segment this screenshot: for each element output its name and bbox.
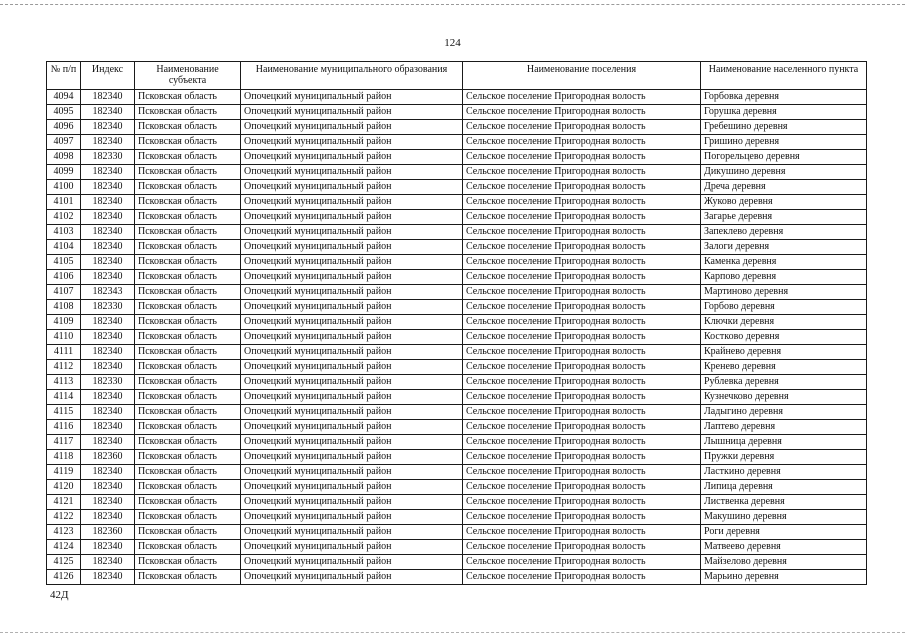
cell-municipality: Опочецкий муниципальный район <box>241 105 463 120</box>
table-row <box>47 90 867 105</box>
cell-number: 4124 <box>47 540 81 555</box>
cell-settlement: Сельское поселение Пригородная волость <box>463 345 701 360</box>
cell-subject: Псковская область <box>135 390 241 405</box>
cell-locality: Лышница деревня <box>701 435 867 450</box>
cell-municipality: Опочецкий муниципальный район <box>241 270 463 285</box>
cell-settlement: Сельское поселение Пригородная волость <box>463 270 701 285</box>
cell-locality: Карпово деревня <box>701 270 867 285</box>
cell-number: 4122 <box>47 510 81 525</box>
cell-index: 182340 <box>81 390 135 405</box>
table-row <box>47 150 867 165</box>
cell-locality: Запеклево деревня <box>701 225 867 240</box>
table-row <box>47 120 867 135</box>
cell-subject: Псковская область <box>135 330 241 345</box>
cell-locality: Гришино деревня <box>701 135 867 150</box>
column-header-locality: Наименование населенного пункта <box>701 62 867 90</box>
cell-settlement: Сельское поселение Пригородная волость <box>463 135 701 150</box>
cell-locality: Залоги деревня <box>701 240 867 255</box>
cell-settlement: Сельское поселение Пригородная волость <box>463 240 701 255</box>
table-row <box>47 360 867 375</box>
table-row <box>47 495 867 510</box>
cell-index: 182340 <box>81 255 135 270</box>
cell-subject: Псковская область <box>135 405 241 420</box>
cell-locality: Загарье деревня <box>701 210 867 225</box>
scan-edge-bottom <box>0 632 905 633</box>
cell-locality: Ключки деревня <box>701 315 867 330</box>
cell-locality: Майзелово деревня <box>701 555 867 570</box>
cell-settlement: Сельское поселение Пригородная волость <box>463 570 701 585</box>
cell-index: 182340 <box>81 405 135 420</box>
cell-locality: Каменка деревня <box>701 255 867 270</box>
table-row <box>47 255 867 270</box>
cell-number: 4104 <box>47 240 81 255</box>
cell-index: 182340 <box>81 510 135 525</box>
cell-municipality: Опочецкий муниципальный район <box>241 120 463 135</box>
table-row <box>47 450 867 465</box>
cell-municipality: Опочецкий муниципальный район <box>241 510 463 525</box>
cell-index: 182340 <box>81 330 135 345</box>
cell-number: 4103 <box>47 225 81 240</box>
table-row <box>47 510 867 525</box>
cell-locality: Ладыгино деревня <box>701 405 867 420</box>
cell-subject: Псковская область <box>135 255 241 270</box>
table-row <box>47 270 867 285</box>
cell-locality: Марьино деревня <box>701 570 867 585</box>
cell-locality: Горбово деревня <box>701 300 867 315</box>
scan-edge-top <box>0 4 905 5</box>
cell-settlement: Сельское поселение Пригородная волость <box>463 225 701 240</box>
cell-municipality: Опочецкий муниципальный район <box>241 345 463 360</box>
cell-index: 182340 <box>81 360 135 375</box>
cell-number: 4123 <box>47 525 81 540</box>
cell-subject: Псковская область <box>135 90 241 105</box>
cell-number: 4107 <box>47 285 81 300</box>
cell-settlement: Сельское поселение Пригородная волость <box>463 525 701 540</box>
cell-settlement: Сельское поселение Пригородная волость <box>463 315 701 330</box>
cell-index: 182340 <box>81 270 135 285</box>
cell-municipality: Опочецкий муниципальный район <box>241 285 463 300</box>
cell-number: 4126 <box>47 570 81 585</box>
cell-index: 182340 <box>81 165 135 180</box>
cell-municipality: Опочецкий муниципальный район <box>241 405 463 420</box>
cell-locality: Лиственка деревня <box>701 495 867 510</box>
cell-subject: Псковская область <box>135 375 241 390</box>
cell-number: 4105 <box>47 255 81 270</box>
cell-subject: Псковская область <box>135 555 241 570</box>
cell-index: 182340 <box>81 315 135 330</box>
cell-index: 182340 <box>81 90 135 105</box>
cell-number: 4096 <box>47 120 81 135</box>
cell-settlement: Сельское поселение Пригородная волость <box>463 120 701 135</box>
cell-number: 4117 <box>47 435 81 450</box>
table-row <box>47 420 867 435</box>
table-row <box>47 390 867 405</box>
cell-subject: Псковская область <box>135 195 241 210</box>
cell-subject: Псковская область <box>135 420 241 435</box>
cell-index: 182340 <box>81 480 135 495</box>
cell-municipality: Опочецкий муниципальный район <box>241 540 463 555</box>
cell-municipality: Опочецкий муниципальный район <box>241 135 463 150</box>
table-row <box>47 555 867 570</box>
table-row <box>47 315 867 330</box>
cell-settlement: Сельское поселение Пригородная волость <box>463 300 701 315</box>
table-row <box>47 225 867 240</box>
cell-settlement: Сельское поселение Пригородная волость <box>463 195 701 210</box>
column-header-subject: Наименование субъекта <box>135 62 241 90</box>
cell-locality: Жуково деревня <box>701 195 867 210</box>
cell-index: 182340 <box>81 225 135 240</box>
cell-subject: Псковская область <box>135 150 241 165</box>
cell-subject: Псковская область <box>135 510 241 525</box>
cell-locality: Мартиново деревня <box>701 285 867 300</box>
table-row <box>47 135 867 150</box>
cell-subject: Псковская область <box>135 435 241 450</box>
cell-subject: Псковская область <box>135 450 241 465</box>
cell-number: 4102 <box>47 210 81 225</box>
cell-subject: Псковская область <box>135 240 241 255</box>
cell-subject: Псковская область <box>135 300 241 315</box>
cell-municipality: Опочецкий муниципальный район <box>241 360 463 375</box>
cell-index: 182330 <box>81 375 135 390</box>
cell-locality: Дикушино деревня <box>701 165 867 180</box>
cell-municipality: Опочецкий муниципальный район <box>241 570 463 585</box>
cell-index: 182340 <box>81 420 135 435</box>
cell-locality: Роги деревня <box>701 525 867 540</box>
cell-locality: Горбовка деревня <box>701 90 867 105</box>
table-row <box>47 435 867 450</box>
cell-subject: Псковская область <box>135 225 241 240</box>
cell-locality: Погорельцево деревня <box>701 150 867 165</box>
cell-index: 182340 <box>81 495 135 510</box>
cell-locality: Крайнево деревня <box>701 345 867 360</box>
cell-municipality: Опочецкий муниципальный район <box>241 465 463 480</box>
cell-number: 4112 <box>47 360 81 375</box>
cell-index: 182360 <box>81 450 135 465</box>
cell-subject: Псковская область <box>135 495 241 510</box>
column-header-municipality: Наименование муниципального образования <box>241 62 463 90</box>
table-row <box>47 540 867 555</box>
cell-number: 4100 <box>47 180 81 195</box>
cell-municipality: Опочецкий муниципальный район <box>241 150 463 165</box>
cell-municipality: Опочецкий муниципальный район <box>241 195 463 210</box>
cell-locality: Макушино деревня <box>701 510 867 525</box>
cell-settlement: Сельское поселение Пригородная волость <box>463 465 701 480</box>
cell-municipality: Опочецкий муниципальный район <box>241 555 463 570</box>
cell-subject: Псковская область <box>135 315 241 330</box>
cell-subject: Псковская область <box>135 345 241 360</box>
cell-number: 4106 <box>47 270 81 285</box>
column-header-settlement: Наименование поселения <box>463 62 701 90</box>
cell-municipality: Опочецкий муниципальный район <box>241 525 463 540</box>
cell-number: 4095 <box>47 105 81 120</box>
table-row <box>47 165 867 180</box>
table-row <box>47 285 867 300</box>
table-row <box>47 345 867 360</box>
cell-municipality: Опочецкий муниципальный район <box>241 435 463 450</box>
cell-locality: Пружки деревня <box>701 450 867 465</box>
table-row <box>47 240 867 255</box>
cell-number: 4094 <box>47 90 81 105</box>
cell-subject: Псковская область <box>135 270 241 285</box>
table-row <box>47 330 867 345</box>
cell-subject: Псковская область <box>135 210 241 225</box>
cell-subject: Псковская область <box>135 570 241 585</box>
cell-index: 182360 <box>81 525 135 540</box>
cell-settlement: Сельское поселение Пригородная волость <box>463 180 701 195</box>
cell-number: 4097 <box>47 135 81 150</box>
cell-index: 182340 <box>81 210 135 225</box>
cell-settlement: Сельское поселение Пригородная волость <box>463 450 701 465</box>
cell-locality: Горушка деревня <box>701 105 867 120</box>
cell-index: 182340 <box>81 135 135 150</box>
cell-number: 4098 <box>47 150 81 165</box>
cell-number: 4110 <box>47 330 81 345</box>
cell-index: 182340 <box>81 570 135 585</box>
table-body <box>47 90 867 585</box>
cell-subject: Псковская область <box>135 285 241 300</box>
cell-municipality: Опочецкий муниципальный район <box>241 450 463 465</box>
cell-settlement: Сельское поселение Пригородная волость <box>463 480 701 495</box>
cell-municipality: Опочецкий муниципальный район <box>241 420 463 435</box>
cell-number: 4125 <box>47 555 81 570</box>
table-row <box>47 300 867 315</box>
cell-municipality: Опочецкий муниципальный район <box>241 240 463 255</box>
table-row <box>47 525 867 540</box>
cell-settlement: Сельское поселение Пригородная волость <box>463 330 701 345</box>
cell-index: 182340 <box>81 105 135 120</box>
cell-number: 4120 <box>47 480 81 495</box>
table-row <box>47 195 867 210</box>
cell-municipality: Опочецкий муниципальный район <box>241 480 463 495</box>
cell-settlement: Сельское поселение Пригородная волость <box>463 405 701 420</box>
cell-settlement: Сельское поселение Пригородная волость <box>463 495 701 510</box>
cell-municipality: Опочецкий муниципальный район <box>241 330 463 345</box>
cell-number: 4113 <box>47 375 81 390</box>
footer-code: 42Д <box>50 589 69 601</box>
cell-number: 4108 <box>47 300 81 315</box>
cell-settlement: Сельское поселение Пригородная волость <box>463 210 701 225</box>
cell-index: 182330 <box>81 300 135 315</box>
table-row <box>47 570 867 585</box>
cell-locality: Дреча деревня <box>701 180 867 195</box>
cell-index: 182340 <box>81 540 135 555</box>
cell-index: 182340 <box>81 240 135 255</box>
cell-settlement: Сельское поселение Пригородная волость <box>463 105 701 120</box>
cell-number: 4115 <box>47 405 81 420</box>
cell-municipality: Опочецкий муниципальный район <box>241 315 463 330</box>
cell-municipality: Опочецкий муниципальный район <box>241 90 463 105</box>
cell-settlement: Сельское поселение Пригородная волость <box>463 360 701 375</box>
cell-municipality: Опочецкий муниципальный район <box>241 375 463 390</box>
cell-settlement: Сельское поселение Пригородная волость <box>463 255 701 270</box>
cell-settlement: Сельское поселение Пригородная волость <box>463 555 701 570</box>
cell-index: 182340 <box>81 195 135 210</box>
cell-subject: Псковская область <box>135 180 241 195</box>
cell-municipality: Опочецкий муниципальный район <box>241 210 463 225</box>
page-number: 124 <box>444 37 461 49</box>
table-row <box>47 465 867 480</box>
cell-index: 182340 <box>81 465 135 480</box>
cell-locality: Матвеево деревня <box>701 540 867 555</box>
cell-number: 4121 <box>47 495 81 510</box>
cell-index: 182340 <box>81 345 135 360</box>
cell-municipality: Опочецкий муниципальный район <box>241 495 463 510</box>
cell-number: 4119 <box>47 465 81 480</box>
cell-subject: Псковская область <box>135 480 241 495</box>
cell-locality: Ласткино деревня <box>701 465 867 480</box>
cell-subject: Псковская область <box>135 465 241 480</box>
cell-subject: Псковская область <box>135 540 241 555</box>
cell-number: 4116 <box>47 420 81 435</box>
cell-municipality: Опочецкий муниципальный район <box>241 225 463 240</box>
table-header <box>47 62 867 90</box>
cell-index: 182340 <box>81 180 135 195</box>
cell-index: 182340 <box>81 120 135 135</box>
cell-municipality: Опочецкий муниципальный район <box>241 180 463 195</box>
cell-index: 182340 <box>81 555 135 570</box>
cell-settlement: Сельское поселение Пригородная волость <box>463 420 701 435</box>
cell-municipality: Опочецкий муниципальный район <box>241 165 463 180</box>
cell-settlement: Сельское поселение Пригородная волость <box>463 390 701 405</box>
cell-settlement: Сельское поселение Пригородная волость <box>463 540 701 555</box>
cell-number: 4099 <box>47 165 81 180</box>
cell-locality: Липица деревня <box>701 480 867 495</box>
table-row <box>47 480 867 495</box>
column-header-index: Индекс <box>81 62 135 90</box>
cell-settlement: Сельское поселение Пригородная волость <box>463 435 701 450</box>
cell-subject: Псковская область <box>135 120 241 135</box>
cell-subject: Псковская область <box>135 165 241 180</box>
cell-settlement: Сельское поселение Пригородная волость <box>463 150 701 165</box>
cell-index: 182343 <box>81 285 135 300</box>
cell-number: 4118 <box>47 450 81 465</box>
cell-locality: Костково деревня <box>701 330 867 345</box>
cell-settlement: Сельское поселение Пригородная волость <box>463 165 701 180</box>
cell-settlement: Сельское поселение Пригородная волость <box>463 285 701 300</box>
cell-municipality: Опочецкий муниципальный район <box>241 255 463 270</box>
settlements-table <box>46 61 867 585</box>
cell-locality: Гребешино деревня <box>701 120 867 135</box>
cell-subject: Псковская область <box>135 525 241 540</box>
cell-locality: Кренево деревня <box>701 360 867 375</box>
header-row <box>47 62 867 90</box>
cell-index: 182330 <box>81 150 135 165</box>
cell-index: 182340 <box>81 435 135 450</box>
cell-locality: Кузнечково деревня <box>701 390 867 405</box>
cell-number: 4114 <box>47 390 81 405</box>
cell-subject: Псковская область <box>135 360 241 375</box>
cell-settlement: Сельское поселение Пригородная волость <box>463 510 701 525</box>
table-row <box>47 375 867 390</box>
cell-number: 4111 <box>47 345 81 360</box>
cell-settlement: Сельское поселение Пригородная волость <box>463 375 701 390</box>
cell-settlement: Сельское поселение Пригородная волость <box>463 90 701 105</box>
cell-number: 4109 <box>47 315 81 330</box>
cell-municipality: Опочецкий муниципальный район <box>241 390 463 405</box>
cell-locality: Рублевка деревня <box>701 375 867 390</box>
column-header-number: № п/п <box>47 62 81 90</box>
cell-subject: Псковская область <box>135 105 241 120</box>
table-row <box>47 180 867 195</box>
cell-number: 4101 <box>47 195 81 210</box>
table-row <box>47 405 867 420</box>
cell-subject: Псковская область <box>135 135 241 150</box>
table-row <box>47 210 867 225</box>
cell-locality: Лаптево деревня <box>701 420 867 435</box>
table-row <box>47 105 867 120</box>
cell-municipality: Опочецкий муниципальный район <box>241 300 463 315</box>
